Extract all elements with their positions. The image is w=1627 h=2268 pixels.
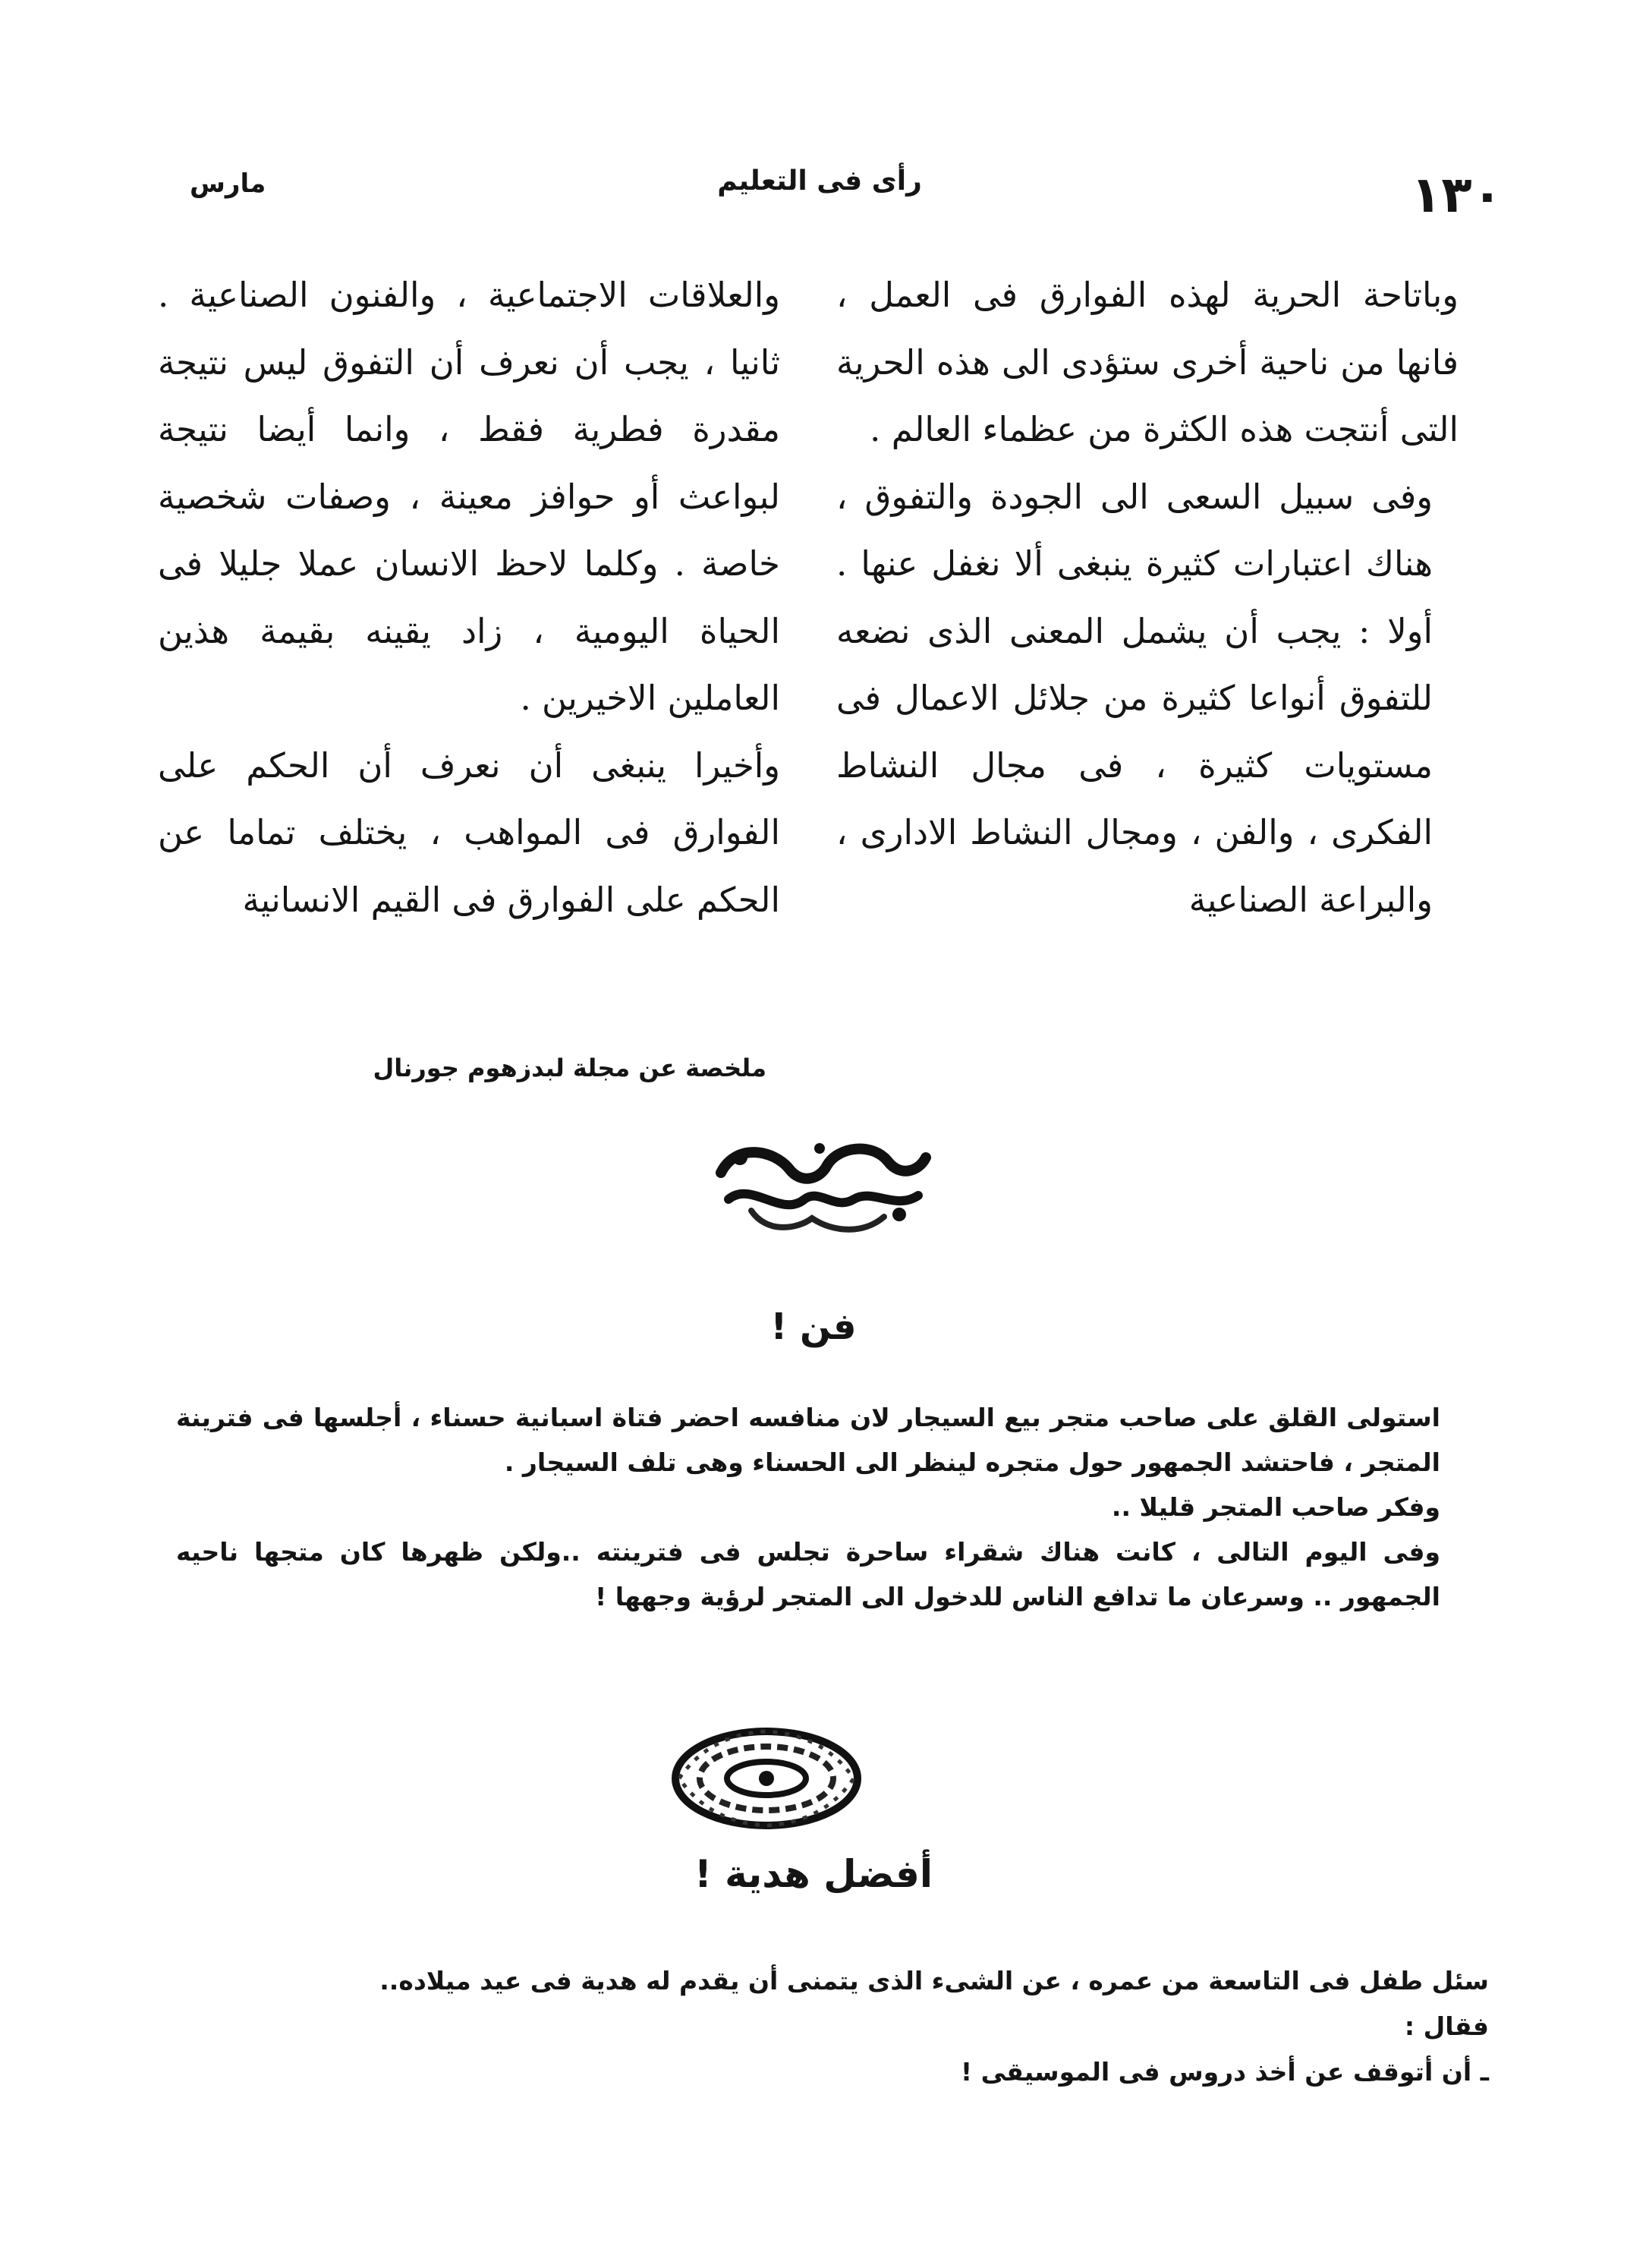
article-paragraph: وباتاحة الحرية لهذه الفوارق فى العمل ، فانها من ناحية أخرى ستؤدى الى هذه الحرية التى أنتجت هذه الكثرة من عظماء العالم . <box>836 275 1459 449</box>
anecdote-paragraph: وفكر صاحب المتجر قليلا .. <box>1111 1492 1440 1522</box>
page-number: ١٣٠ <box>1411 165 1503 224</box>
rosette-ornament-icon <box>664 1719 869 1837</box>
section-title: أفضل هدية ! <box>694 1852 933 1896</box>
anecdote-paragraph: استولى القلق على صاحب متجر بيع السيجار لان منافسه احضر فتاة اسبانية حسناء ، أجلسها فى فترينة المتجر ، فاحتشد الجمهور حول متجره لينظر الى الحسناء وهى تلف السيجار . <box>176 1403 1440 1477</box>
anecdote-paragraph: ـ أن أتوقف عن أخذ دروس فى الموسيقى ! <box>961 2057 1489 2087</box>
article-paragraph: وأخيرا ينبغى أن نعرف أن الحكم على الفوارق فى المواهب ، يختلف تماما عن الحكم على الفوارق فى القيم الانسانية <box>158 745 780 920</box>
article-column-right <box>836 262 1459 934</box>
anecdote-paragraph: فقال : <box>1404 2011 1489 2041</box>
source-citation: ملخصة عن مجلة لبدزهوم جورنال <box>373 1054 766 1082</box>
anecdote-text <box>199 1958 1489 2095</box>
month-label: مارس <box>190 169 266 199</box>
scroll-flourish-ornament-icon <box>706 1127 933 1241</box>
anecdote-text <box>176 1395 1466 1619</box>
anecdote-paragraph: وفى اليوم التالى ، كانت هناك شقراء ساحرة تجلس فى فترينته ..ولكن ظهرها كان متجها ناحيه الجمهور .. وسرعان ما تدافع الناس للدخول الى المتجر لرؤية وجهها ! <box>176 1537 1440 1611</box>
article-column-left <box>158 262 780 934</box>
article-paragraph: والعلاقات الاجتماعية ، والفنون الصناعية . ثانيا ، يجب أن نعرف أن التفوق ليس نتيجة مقدرة فطرية فقط ، وانما أيضا نتيجة لبواعث أو حوافز معينة ، وصفات شخصية خاصة . وكلما لاحظ الانسان عملا جليلا فى الحياة اليومية ، زاد يقينه بقيمة هذين العاملين الاخيرين . <box>158 275 780 718</box>
anecdote-paragraph: سئل طفل فى التاسعة من عمره ، عن الشىء الذى يتمنى أن يقدم له هدية فى عيد ميلاده.. <box>379 1966 1489 1996</box>
running-title: رأى فى التعليم <box>717 165 922 197</box>
section-title: فن ! <box>770 1306 857 1348</box>
article-paragraph: وفى سبيل السعى الى الجودة والتفوق ، هناك اعتبارات كثيرة ينبغى ألا نغفل عنها . أولا : يجب أن يشمل المعنى الذى نضعه للتفوق أنواعا كثيرة من جلائل الاعمال فى مستويات كثيرة ، فى مجال النشاط الفكرى ، والفن ، ومجال النشاط الادارى ، والبراعة الصناعية <box>836 476 1433 920</box>
